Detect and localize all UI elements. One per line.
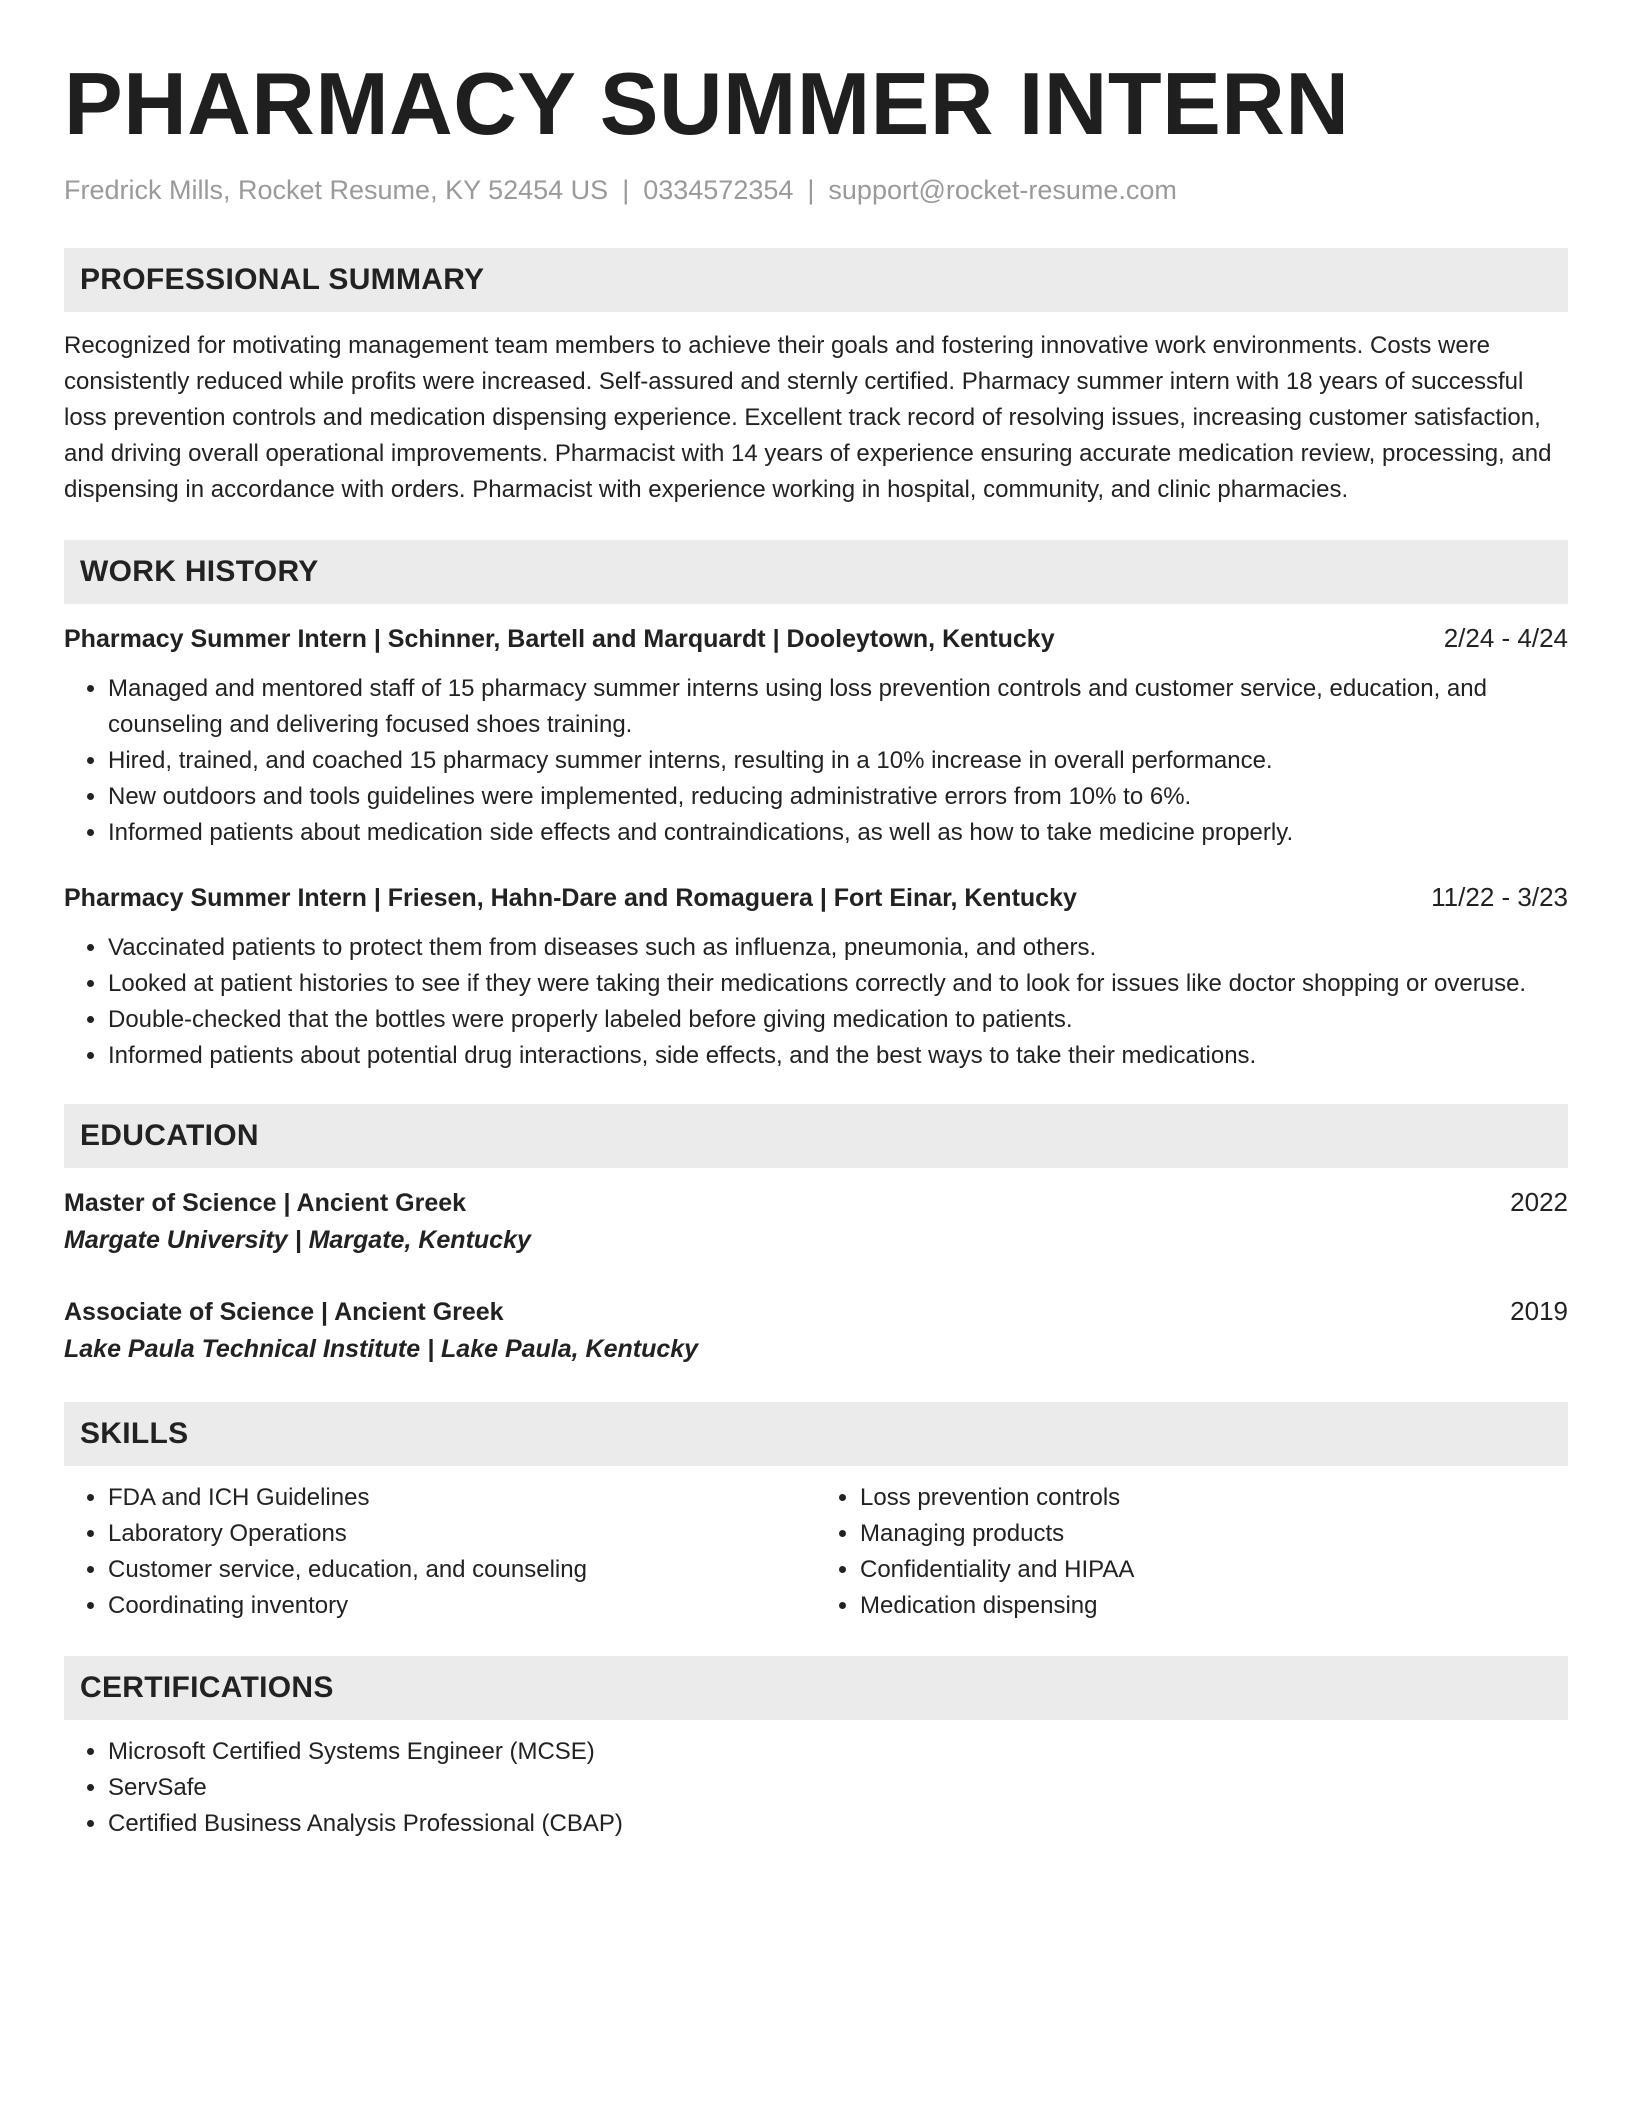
certification-item: • Certified Business Analysis Professional (CBAP) — [108, 1806, 1568, 1842]
education-school: Lake Paula Technical Institute | Lake Paula, Kentucky — [64, 1335, 699, 1363]
education-year: 2022 — [1510, 1187, 1568, 1217]
summary-text: Recognized for motivating management team members to achieve their goals and fostering innovative work environments. Costs were consistently reduced while profits were increased. Self-assured and sternly certified. Pharmacy summer intern with 18 years of successful loss prevention controls and medication dispensing experience. Excellent track record of resolving issues, increasing customer satisfaction, and driving overall operational improvements. Pharmacist with 14 years of experience ensuring accurate medication review, processing, and dispensing in accordance with orders. Pharmacist with experience working in hospital, community, and clinic pharmacies. — [64, 332, 1552, 503]
skills-section — [64, 1402, 1568, 1624]
skill-item: • Medication dispensing — [860, 1588, 1568, 1624]
job-bullet: • Informed patients about potential drug interactions, side effects, and the best ways to take their medications. — [108, 1038, 1568, 1074]
education-degree: Master of Science | Ancient Greek — [64, 1189, 467, 1217]
contact-email[interactable]: support@rocket-resume.com — [828, 175, 1177, 205]
education-heading: EDUCATION — [64, 1104, 1568, 1168]
certifications-heading: CERTIFICATIONS — [64, 1656, 1568, 1720]
skills-heading: SKILLS — [64, 1402, 1568, 1466]
job-entry — [64, 620, 1568, 851]
job-bullet: • Vaccinated patients to protect them from diseases such as influenza, pneumonia, and others. — [108, 930, 1568, 966]
education-header — [64, 1293, 1568, 1330]
education-year: 2019 — [1510, 1296, 1568, 1326]
job-header — [64, 620, 1568, 657]
education-header — [64, 1184, 1568, 1221]
skills-grid — [64, 1480, 1568, 1624]
job-bullet: • Informed patients about medication side effects and contraindications, as well as how to take medicine properly. — [108, 815, 1568, 851]
education-entry — [64, 1293, 1568, 1368]
job-entry — [64, 879, 1568, 1074]
skill-item: • Confidentiality and HIPAA — [860, 1552, 1568, 1588]
skills-column-left — [64, 1480, 816, 1624]
education-entry — [64, 1184, 1568, 1259]
certifications-list — [64, 1734, 1568, 1842]
job-bullet: • Double-checked that the bottles were properly labeled before giving medication to patients. — [108, 1002, 1568, 1038]
skill-item: • Loss prevention controls — [860, 1480, 1568, 1516]
education-degree: Associate of Science | Ancient Greek — [64, 1298, 504, 1326]
skill-item: • Managing products — [860, 1516, 1568, 1552]
summary-heading: PROFESSIONAL SUMMARY — [64, 248, 1568, 312]
skill-item: • FDA and ICH Guidelines — [108, 1480, 816, 1516]
work-heading: WORK HISTORY — [64, 540, 1568, 604]
summary-section — [64, 248, 1568, 508]
job-bullet: • New outdoors and tools guidelines were implemented, reducing administrative errors from 10% to 6%. — [108, 779, 1568, 815]
certifications-section — [64, 1656, 1568, 1842]
job-dates: 2/24 - 4/24 — [1443, 623, 1568, 653]
skill-item: • Coordinating inventory — [108, 1588, 816, 1624]
job-bullets — [64, 671, 1568, 851]
education-school: Margate University | Margate, Kentucky — [64, 1226, 531, 1254]
contact-separator: | — [622, 175, 630, 205]
job-header — [64, 879, 1568, 916]
job-bullet: • Managed and mentored staff of 15 pharmacy summer interns using loss prevention controls and customer service, education, and counseling and delivering focused shoes training. — [108, 671, 1568, 743]
contact-phone: 0334572354 — [643, 175, 794, 205]
contact-address: Fredrick Mills, Rocket Resume, KY 52454 US — [64, 175, 609, 205]
education-section — [64, 1104, 1568, 1368]
job-dates: 11/22 - 3/23 — [1431, 882, 1568, 912]
job-bullet: • Looked at patient histories to see if they were taking their medications correctly and to look for issues like doctor shopping or overuse. — [108, 966, 1568, 1002]
certification-item: • Microsoft Certified Systems Engineer (MCSE) — [108, 1734, 1568, 1770]
resume-title: PHARMACY SUMMER INTERN — [64, 54, 1350, 153]
contact-line — [64, 172, 1568, 208]
job-title: Pharmacy Summer Intern | Schinner, Bartell and Marquardt | Dooleytown, Kentucky — [64, 625, 1055, 653]
job-bullet: • Hired, trained, and coached 15 pharmacy summer interns, resulting in a 10% increase in overall performance. — [108, 743, 1568, 779]
contact-separator: | — [807, 175, 815, 205]
certification-item: • ServSafe — [108, 1770, 1568, 1806]
skill-item: • Customer service, education, and counseling — [108, 1552, 816, 1588]
skill-item: • Laboratory Operations — [108, 1516, 816, 1552]
job-title: Pharmacy Summer Intern | Friesen, Hahn-Dare and Romaguera | Fort Einar, Kentucky — [64, 884, 1077, 912]
job-bullets — [64, 930, 1568, 1074]
work-section — [64, 540, 1568, 1074]
skills-column-right — [816, 1480, 1568, 1624]
